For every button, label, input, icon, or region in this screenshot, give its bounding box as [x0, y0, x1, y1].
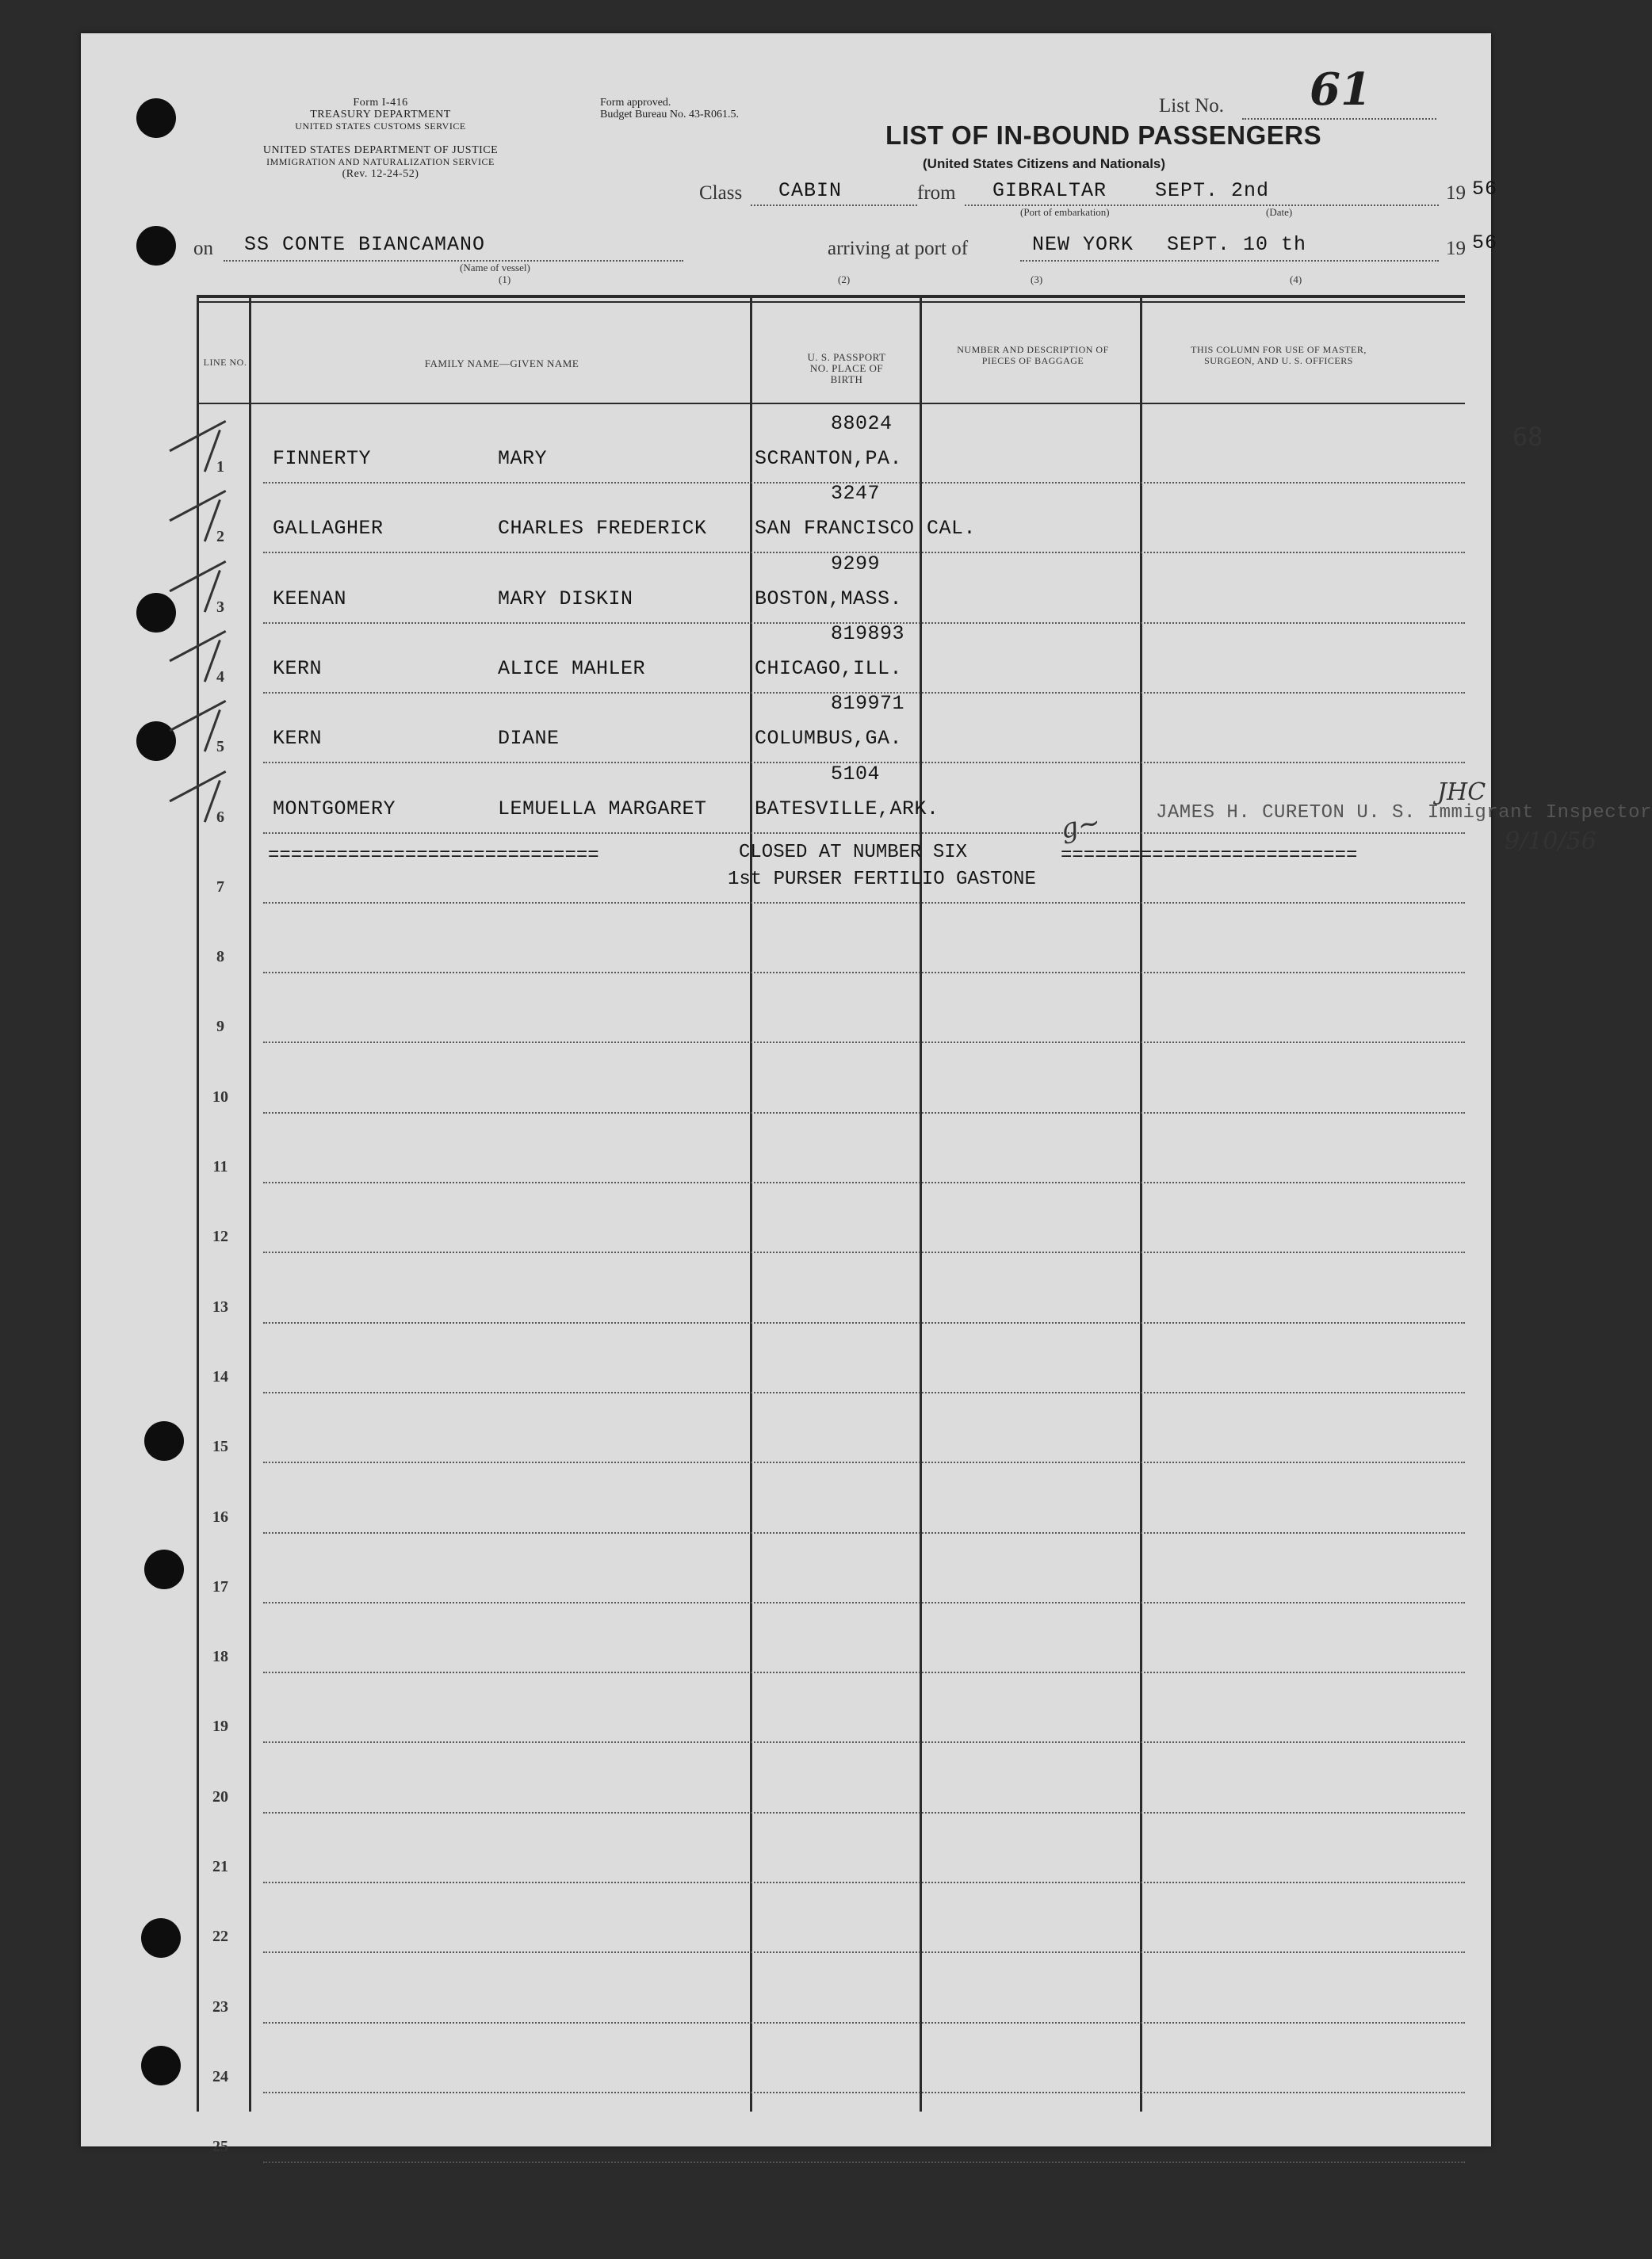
from-label: from	[917, 182, 956, 204]
passenger-family-name: MONTGOMERY	[273, 797, 396, 820]
punch-hole	[136, 593, 176, 633]
line-number: 7	[216, 878, 224, 896]
line-number: 12	[212, 1228, 228, 1245]
revision: (Rev. 12-24-52)	[342, 168, 419, 180]
passenger-given-name: CHARLES FREDERICK	[498, 517, 707, 540]
ins-service: IMMIGRATION AND NATURALIZATION SERVICE	[266, 156, 495, 167]
birthplace: SAN FRANCISCO CAL.	[755, 517, 977, 540]
year-prefix-1: 19	[1446, 182, 1466, 204]
passport-number: 9299	[831, 552, 881, 575]
punch-hole	[136, 226, 176, 266]
line-number: 3	[216, 598, 224, 616]
passport-number: 3247	[831, 482, 881, 505]
line-number: 17	[212, 1578, 228, 1596]
manifest-sheet	[81, 33, 1652, 2155]
birthplace: BOSTON,MASS.	[755, 587, 903, 610]
line-number: 19	[212, 1718, 228, 1735]
passenger-family-name: KERN	[273, 657, 323, 680]
col-num-2: (2)	[838, 273, 851, 285]
passenger-table	[197, 295, 1652, 2155]
arrival-date: SEPT. 10 th	[1167, 233, 1307, 256]
officer-count: 68	[1512, 422, 1543, 452]
row-rule	[263, 2162, 1465, 2163]
line-number: 23	[212, 1998, 228, 2016]
line-number: 2	[216, 528, 224, 545]
port-embark-note: (Port of embarkation)	[1020, 206, 1110, 218]
col-divider	[197, 295, 199, 2112]
line-number: 24	[212, 2068, 228, 2085]
header-baggage: NUMBER AND DESCRIPTION OF PIECES OF BAGGAGE	[957, 344, 1109, 366]
customs-service: UNITED STATES CUSTOMS SERVICE	[295, 120, 466, 132]
year-2: 56	[1472, 231, 1498, 254]
line-number: 9	[216, 1018, 224, 1035]
budget-bureau: Budget Bureau No. 43-R061.5.	[600, 109, 739, 120]
form-subtitle: (United States Citizens and Nationals)	[923, 156, 1166, 171]
passport-number: 819971	[831, 692, 905, 715]
col-num-3: (3)	[1031, 273, 1043, 285]
date-note: (Date)	[1266, 206, 1293, 218]
header-passport: U. S. PASSPORT NO. PLACE OF BIRTH	[807, 351, 886, 385]
form-number: Form I-416	[353, 97, 408, 109]
table-top-rule-2	[197, 301, 1465, 303]
table-top-rule	[197, 295, 1465, 298]
line-number: 13	[212, 1298, 228, 1316]
punch-hole	[141, 1918, 181, 1958]
line-number: 11	[212, 1158, 228, 1175]
line-number: 25	[212, 2138, 228, 2155]
inspector-stamp: JAMES H. CURETON U. S. Immigrant Inspector	[1156, 802, 1652, 824]
form-title: LIST OF IN-BOUND PASSENGERS	[885, 120, 1322, 150]
closed-rule-right: ==========================	[1061, 845, 1358, 866]
line-number: 14	[212, 1368, 228, 1386]
row-rule	[263, 1392, 1465, 1393]
from-date: SEPT. 2nd	[1155, 179, 1270, 202]
line-number: 18	[212, 1648, 228, 1665]
row-rule	[263, 1112, 1465, 1114]
line-number: 21	[212, 1858, 228, 1875]
punch-hole	[136, 98, 176, 138]
passport-number: 819893	[831, 622, 905, 645]
row-rule	[263, 1602, 1465, 1603]
birthplace: SCRANTON,PA.	[755, 447, 903, 470]
punch-hole	[144, 1550, 184, 1589]
line-number: 20	[212, 1788, 228, 1806]
header-name: FAMILY NAME—GIVEN NAME	[424, 357, 579, 369]
passenger-family-name: GALLAGHER	[273, 517, 384, 540]
list-no-label: List No.	[1159, 95, 1224, 117]
line-number: 22	[212, 1928, 228, 1945]
header-officers: THIS COLUMN FOR USE OF MASTER, SURGEON, AND U. S. OFFICERS	[1191, 344, 1367, 366]
col-divider	[750, 295, 752, 2112]
closed-text: CLOSED AT NUMBER SIX	[739, 842, 968, 863]
vessel-name: SS CONTE BIANCAMANO	[244, 233, 486, 256]
on-label: on	[193, 238, 213, 259]
vessel-note: (Name of vessel)	[460, 262, 530, 273]
punch-hole	[141, 2046, 181, 2085]
treasury-dept: TREASURY DEPARTMENT	[310, 109, 451, 120]
row-rule	[263, 1252, 1465, 1253]
year-1: 56	[1472, 178, 1498, 201]
row-rule	[263, 972, 1465, 973]
list-no-underline	[1242, 118, 1436, 120]
inspector-date: 9/10/56	[1505, 828, 1597, 855]
punch-hole	[136, 721, 176, 761]
class-value: CABIN	[778, 179, 843, 202]
line-number: 1	[216, 458, 224, 476]
row-rule	[263, 2022, 1465, 2024]
birthplace: BATESVILLE,ARK.	[755, 797, 939, 820]
col-num-1: (1)	[499, 273, 511, 285]
passenger-given-name: MARY DISKIN	[498, 587, 633, 610]
passenger-family-name: KEENAN	[273, 587, 347, 610]
row-rule	[263, 2092, 1465, 2093]
passenger-family-name: KERN	[273, 727, 323, 750]
year-prefix-2: 19	[1446, 238, 1466, 259]
passenger-given-name: MARY	[498, 447, 548, 470]
from-port: GIBRALTAR	[992, 179, 1107, 202]
arriving-label: arriving at port of	[828, 238, 969, 259]
line-number: 10	[212, 1088, 228, 1106]
row-rule	[263, 1741, 1465, 1743]
header-line-no: LINE NO.	[203, 357, 247, 368]
closed-rule-left: =============================	[268, 845, 599, 866]
row-rule	[263, 902, 1465, 904]
class-underline	[751, 204, 917, 206]
row-rule	[263, 1042, 1465, 1043]
line-number: 4	[216, 668, 224, 686]
passenger-family-name: FINNERTY	[273, 447, 372, 470]
col-divider	[1140, 295, 1142, 2112]
arrival-port: NEW YORK	[1032, 233, 1134, 256]
inspector-initials: JHC	[1437, 778, 1486, 806]
line-number: 5	[216, 738, 224, 755]
row-rule	[263, 1322, 1465, 1324]
row-rule	[263, 832, 1465, 834]
officer-scrawl: g~	[1057, 806, 1103, 846]
passenger-given-name: DIANE	[498, 727, 560, 750]
arriving-underline	[1020, 260, 1439, 262]
col-divider	[920, 295, 922, 2112]
list-number: 61	[1310, 63, 1371, 116]
row-rule	[263, 1951, 1465, 1953]
birthplace: COLUMBUS,GA.	[755, 727, 903, 750]
row-rule	[263, 1532, 1465, 1534]
vessel-underline	[224, 260, 683, 262]
passport-number: 5104	[831, 763, 881, 785]
birthplace: CHICAGO,ILL.	[755, 657, 903, 680]
line-number: 8	[216, 948, 224, 965]
row-rule	[263, 1812, 1465, 1814]
purser-name: 1st PURSER FERTILIO GASTONE	[728, 869, 1036, 890]
line-number: 6	[216, 808, 224, 826]
row-rule	[263, 1182, 1465, 1183]
form-approved: Form approved.	[600, 97, 671, 109]
col-num-4: (4)	[1290, 273, 1302, 285]
row-rule	[263, 1882, 1465, 1883]
punch-hole	[144, 1421, 184, 1461]
row-rule	[263, 1462, 1465, 1463]
row-rule	[263, 1672, 1465, 1673]
line-number: 15	[212, 1438, 228, 1455]
class-label: Class	[699, 182, 743, 204]
line-number: 16	[212, 1508, 228, 1526]
header-rule	[197, 403, 1465, 404]
passport-number: 88024	[831, 412, 893, 435]
col-divider	[249, 295, 251, 2112]
justice-dept: UNITED STATES DEPARTMENT OF JUSTICE	[262, 144, 499, 156]
passenger-given-name: ALICE MAHLER	[498, 657, 646, 680]
passenger-given-name: LEMUELLA MARGARET	[498, 797, 707, 820]
